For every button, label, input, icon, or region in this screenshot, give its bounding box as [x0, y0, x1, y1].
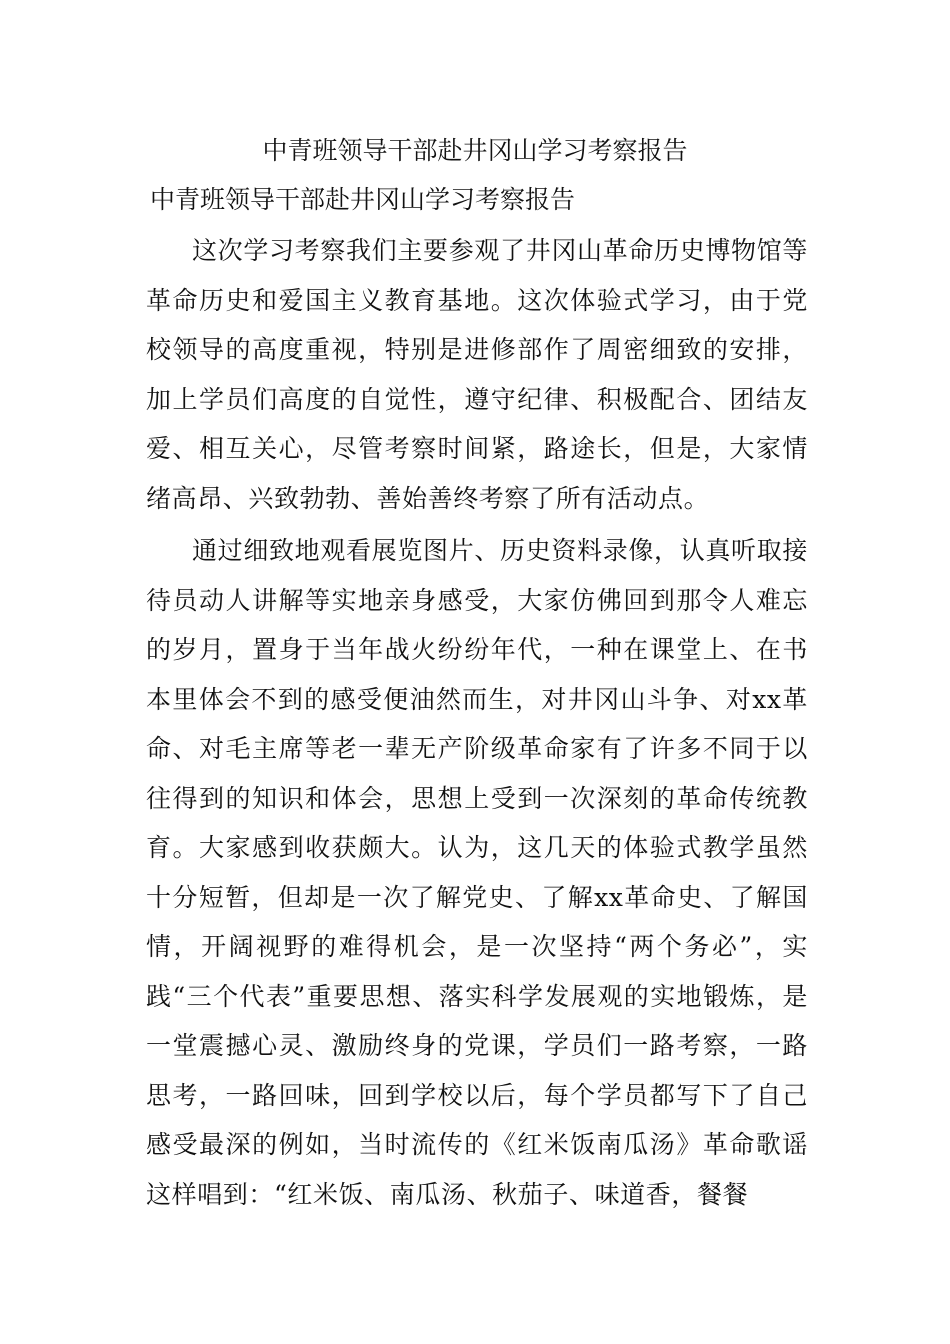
body-paragraph: 通过细致地观看展览图片、历史资料录像，认真听取接待员动人讲解等实地亲身感受，大家仿佛回到那令人难忘的岁月，置身于当年战火纷纷年代，一种在课堂上、在书本里体会不到的感受便油然而生，对井冈山斗争、对xx革命、对毛主席等老一辈无产阶级革命家有了许多不同于以往得到的知识和体会，思想上受到一次深刻的革命传统教育。大家感到收获颇大。认为，这几天的体验式教学虽然十分短暂，但却是一次了解党史、了解xx革命史、了解国情，开阔视野的难得机会，是一次坚持“两个务必”，实践“三个代表”重要思想、落实科学发展观的实地锻炼，是一堂震撼心灵、激励终身的党课，学员们一路考察，一路思考，一路回味，回到学校以后，每个学员都写下了自己感受最深的例如，当时流传的《红米饭南瓜汤》革命歌谣这样唱到：“红米饭、南瓜汤、秋茄子、味道香，餐餐	[146, 536, 808, 1209]
document-title: 中青班领导干部赴井冈山学习考察报告	[262, 136, 688, 165]
body-paragraph: 这次学习考察我们主要参观了井冈山革命历史博物馆等革命历史和爱国主义教育基地。这次体验式学习，由于党校领导的高度重视，特别是进修部作了周密细致的安排，加上学员们高度的自觉性，遵守纪律、积极配合、团结友爱、相互关心，尽管考察时间紧，路途长，但是，大家情绪高昂、兴致勃勃、善始善终考察了所有活动点。	[146, 236, 808, 513]
document-subtitle: 中青班领导干部赴井冈山学习考察报告	[150, 185, 576, 214]
